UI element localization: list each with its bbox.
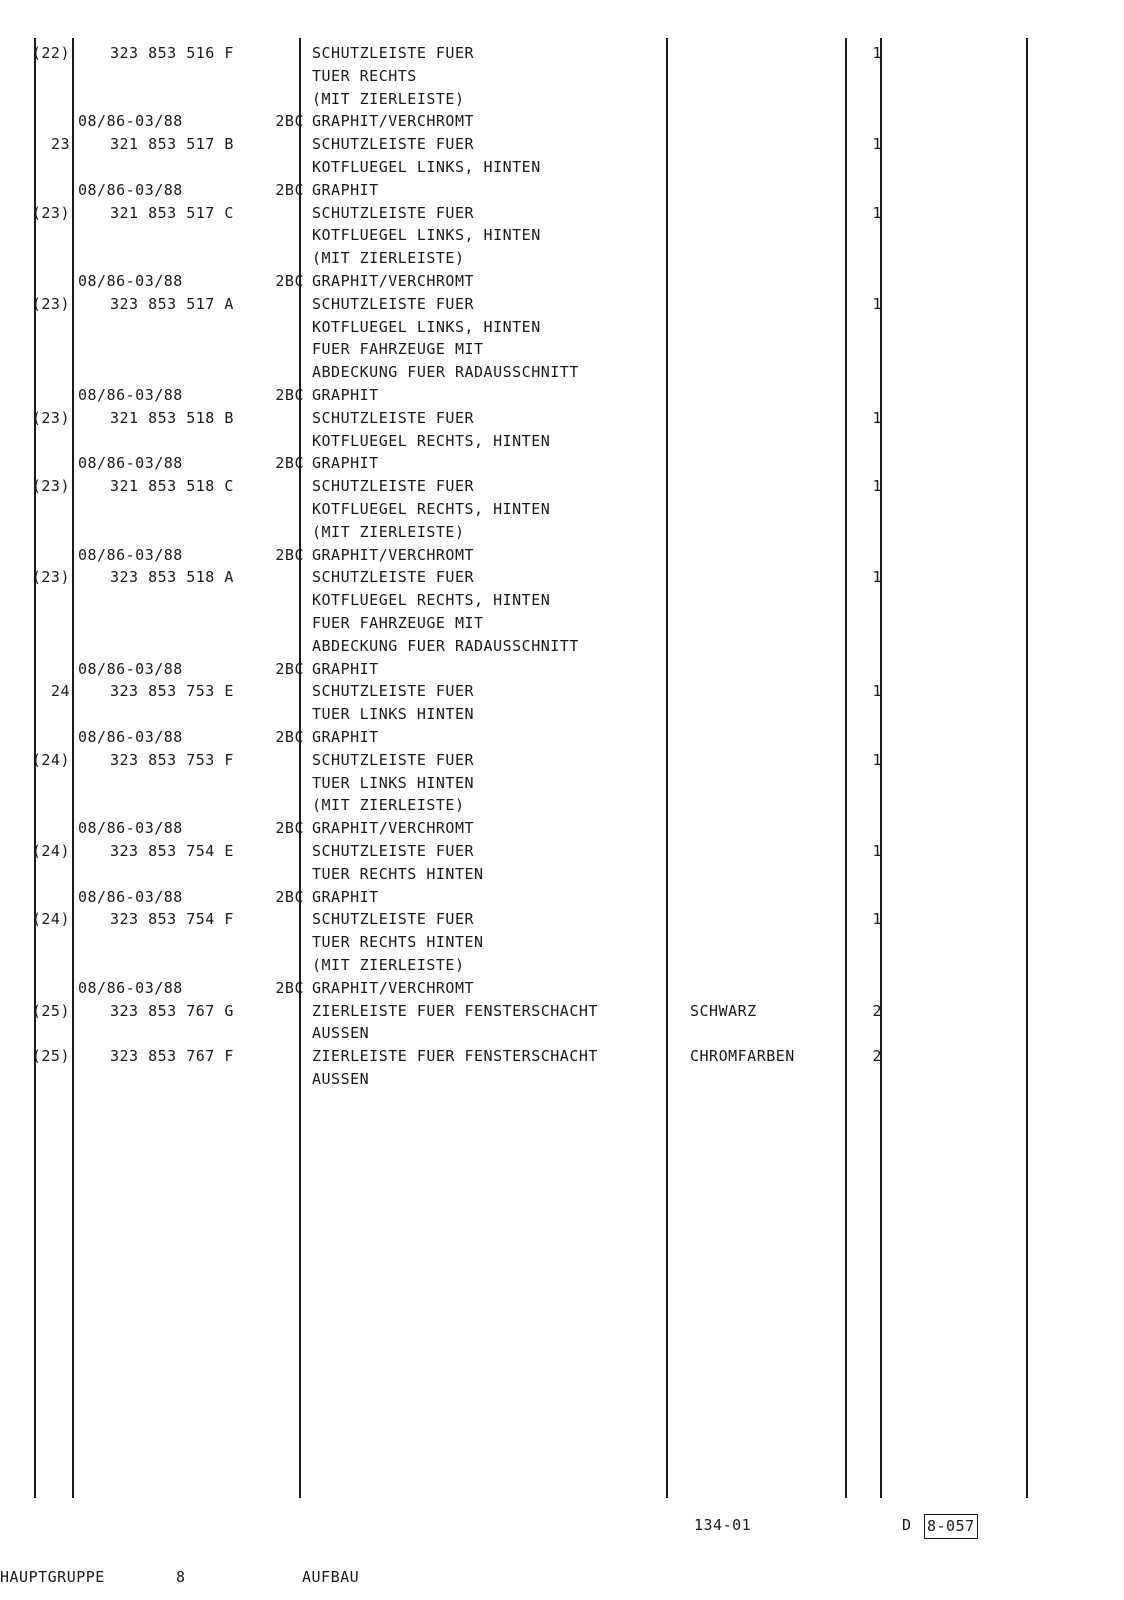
part-number: 321 853 517 B [110, 135, 234, 154]
table-row [0, 247, 1124, 270]
quantity: 1 [872, 294, 882, 313]
position-number: (23) [31, 294, 70, 313]
table-row [0, 1022, 1124, 1045]
table-row [0, 202, 1124, 225]
description: (MIT ZIERLEISTE) [312, 522, 465, 541]
description: GRAPHIT [312, 454, 379, 473]
part-number: 323 853 754 E [110, 842, 234, 860]
table-row [0, 931, 1124, 954]
table-row [0, 908, 1124, 931]
description: GRAPHIT [312, 180, 379, 199]
validity-date: 08/86-03/88 [78, 728, 183, 746]
description: (MIT ZIERLEISTE) [312, 796, 465, 815]
quantity: 1 [872, 682, 882, 701]
table-row [0, 589, 1124, 612]
table-row [0, 498, 1124, 521]
table-row [0, 658, 1124, 681]
part-number: 323 853 518 A [110, 568, 234, 587]
quantity: 1 [872, 203, 882, 222]
description: SCHUTZLEISTE FUER [312, 842, 475, 860]
quantity: 2 [872, 1047, 882, 1066]
validity-date: 08/86-03/88 [78, 272, 183, 290]
description: (MIT ZIERLEISTE) [312, 956, 465, 974]
position-number: (25) [31, 1001, 70, 1020]
table-row [0, 316, 1124, 339]
remark: CHROMFARBEN [690, 1047, 795, 1066]
part-number: 321 853 517 C [110, 203, 234, 222]
table-row [0, 179, 1124, 202]
description: KOTFLUEGEL RECHTS, HINTEN [312, 500, 551, 518]
model-code: 2BC [275, 272, 304, 290]
part-number: 323 853 516 F [110, 44, 234, 62]
quantity: 1 [872, 750, 882, 769]
description: ABDECKUNG FUER RADAUSSCHNITT [312, 363, 579, 382]
description: FUER FAHRZEUGE MIT [312, 340, 484, 359]
description: KOTFLUEGEL LINKS, HINTEN [312, 158, 541, 176]
description: TUER RECHTS HINTEN [312, 864, 484, 883]
description: ABDECKUNG FUER RADAUSSCHNITT [312, 636, 579, 655]
validity-date: 08/86-03/88 [78, 180, 183, 199]
table-row [0, 293, 1124, 316]
validity-date: 08/86-03/88 [78, 659, 183, 678]
table-row [0, 680, 1124, 703]
validity-date: 08/86-03/88 [78, 545, 183, 564]
table-row [0, 430, 1124, 453]
position-number: 24 [50, 682, 70, 701]
description: SCHUTZLEISTE FUER [312, 750, 475, 769]
description: TUER LINKS HINTEN [312, 773, 475, 792]
description: GRAPHIT [312, 887, 379, 906]
description: GRAPHIT/VERCHROMT [312, 978, 475, 997]
table-row [0, 726, 1124, 749]
position-number: (23) [31, 203, 70, 222]
table-row [0, 612, 1124, 635]
model-code: 2BC [275, 819, 304, 838]
model-code: 2BC [275, 454, 304, 473]
table-row [0, 521, 1124, 544]
table-row [0, 384, 1124, 407]
quantity: 1 [872, 910, 882, 929]
description: GRAPHIT/VERCHROMT [312, 112, 475, 131]
part-number: 323 853 753 E [110, 682, 234, 701]
table-row [0, 1045, 1124, 1068]
table-row [0, 635, 1124, 658]
description: GRAPHIT [312, 659, 379, 678]
model-code: 2BC [275, 728, 304, 746]
table-row [0, 566, 1124, 589]
description: GRAPHIT/VERCHROMT [312, 819, 475, 838]
description: KOTFLUEGEL RECHTS, HINTEN [312, 591, 551, 610]
table-row [0, 703, 1124, 726]
part-number: 323 853 767 G [110, 1001, 234, 1020]
table-row [0, 977, 1124, 1000]
model-code: 2BC [275, 112, 304, 131]
description: SCHUTZLEISTE FUER [312, 477, 475, 496]
table-row [0, 544, 1124, 567]
description: ZIERLEISTE FUER FENSTERSCHACHT [312, 1047, 598, 1066]
description: GRAPHIT [312, 728, 379, 746]
description: GRAPHIT/VERCHROMT [312, 545, 475, 564]
position-number: (25) [31, 1047, 70, 1066]
description: TUER RECHTS [312, 66, 417, 85]
model-code: 2BC [275, 545, 304, 564]
part-number: 321 853 518 B [110, 408, 234, 427]
table-row [0, 863, 1124, 886]
validity-date: 08/86-03/88 [78, 887, 183, 906]
remark: SCHWARZ [690, 1001, 757, 1020]
table-row [0, 338, 1124, 361]
quantity: 1 [872, 477, 882, 496]
position-number: (23) [31, 477, 70, 496]
position-number: (24) [31, 842, 70, 860]
quantity: 1 [872, 44, 882, 62]
quantity: 1 [872, 568, 882, 587]
main-group-name: AUFBAU [302, 1568, 360, 1586]
quantity: 1 [872, 842, 882, 860]
model-code: 2BC [275, 386, 304, 404]
quantity: 1 [872, 408, 882, 427]
table-row [0, 1068, 1124, 1091]
description: (MIT ZIERLEISTE) [312, 89, 465, 108]
description: AUSSEN [312, 1024, 370, 1043]
description: SCHUTZLEISTE FUER [312, 44, 475, 62]
position-number: (23) [31, 408, 70, 427]
table-row [0, 452, 1124, 475]
main-group-label: HAUPTGRUPPE [0, 1568, 105, 1586]
validity-date: 08/86-03/88 [78, 978, 183, 997]
description: AUSSEN [312, 1070, 370, 1088]
description: ZIERLEISTE FUER FENSTERSCHACHT [312, 1001, 598, 1020]
description: TUER LINKS HINTEN [312, 705, 475, 724]
table-row [0, 954, 1124, 977]
part-number: 323 853 753 F [110, 750, 234, 769]
description: GRAPHIT/VERCHROMT [312, 272, 475, 290]
description: SCHUTZLEISTE FUER [312, 408, 475, 427]
description: SCHUTZLEISTE FUER [312, 135, 475, 154]
part-number: 323 853 517 A [110, 294, 234, 313]
table-row [0, 110, 1124, 133]
model-code: 2BC [275, 180, 304, 199]
table-row [0, 65, 1124, 88]
table-row [0, 42, 1124, 65]
description: TUER RECHTS HINTEN [312, 933, 484, 952]
position-number: (24) [31, 910, 70, 929]
page-number: 8-057 [924, 1514, 978, 1539]
table-row [0, 886, 1124, 909]
language-code: D [902, 1516, 912, 1534]
validity-date: 08/86-03/88 [78, 386, 183, 404]
table-row [0, 133, 1124, 156]
part-number: 321 853 518 C [110, 477, 234, 496]
table-row [0, 794, 1124, 817]
table-row [0, 817, 1124, 840]
description: SCHUTZLEISTE FUER [312, 294, 475, 313]
table-row [0, 475, 1124, 498]
table-row [0, 1000, 1124, 1023]
quantity: 1 [872, 135, 882, 154]
table-row [0, 749, 1124, 772]
validity-date: 08/86-03/88 [78, 454, 183, 473]
table-row [0, 270, 1124, 293]
description: KOTFLUEGEL LINKS, HINTEN [312, 317, 541, 336]
table-row [0, 88, 1124, 111]
model-code: 2BC [275, 659, 304, 678]
description: KOTFLUEGEL RECHTS, HINTEN [312, 431, 551, 450]
description: SCHUTZLEISTE FUER [312, 682, 475, 701]
position-number: (24) [31, 750, 70, 769]
table-row [0, 156, 1124, 179]
quantity: 2 [872, 1001, 882, 1020]
catalog-code: 134-01 [694, 1516, 752, 1534]
part-number: 323 853 754 F [110, 910, 234, 929]
table-row [0, 840, 1124, 863]
main-group-number: 8 [176, 1568, 186, 1586]
table-row [0, 407, 1124, 430]
description: SCHUTZLEISTE FUER [312, 910, 475, 929]
description: SCHUTZLEISTE FUER [312, 568, 475, 587]
description: KOTFLUEGEL LINKS, HINTEN [312, 226, 541, 245]
table-row [0, 361, 1124, 384]
position-number: (22) [31, 44, 70, 62]
position-number: 23 [50, 135, 70, 154]
validity-date: 08/86-03/88 [78, 112, 183, 131]
model-code: 2BC [275, 887, 304, 906]
description: (MIT ZIERLEISTE) [312, 249, 465, 268]
table-row [0, 224, 1124, 247]
model-code: 2BC [275, 978, 304, 997]
position-number: (23) [31, 568, 70, 587]
description: GRAPHIT [312, 386, 379, 404]
description: SCHUTZLEISTE FUER [312, 203, 475, 222]
part-number: 323 853 767 F [110, 1047, 234, 1066]
table-row [0, 772, 1124, 795]
description: FUER FAHRZEUGE MIT [312, 614, 484, 632]
validity-date: 08/86-03/88 [78, 819, 183, 838]
